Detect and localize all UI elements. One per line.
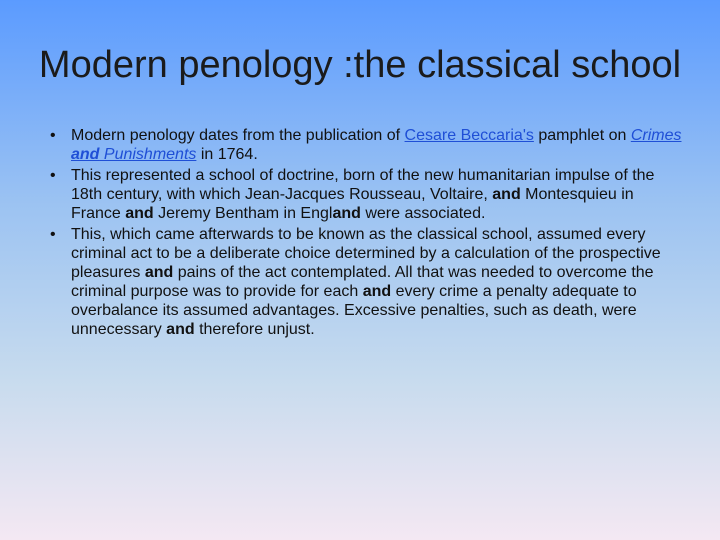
bullet-text: pains of the act contemplated. All that was needed to overcome the criminal purpose was to provide for each [71,264,654,300]
bullet-text: every crime a penalty adequate to overbalance its assumed advantages. Excessive penalties, such as death, were unnecessary [71,283,637,338]
bullet-icon: • [50,167,56,184]
bullet-text: This represented a school of doctrine, born of the new humanitarian impulse of the 18th century, with which Jean-Jacques Rousseau, Voltaire, [71,167,655,203]
bullet-text: Jeremy Bentham in Engl [153,205,333,222]
bullet-text: This, which came afterwards to be known as the classical school, assumed every criminal act to be a deliberate choice determined by a calculation of the prospective pleasures [71,226,661,281]
slide-title: Modern penology :the classical school [38,44,682,86]
bold-and: and [125,205,154,222]
bold-and: and [144,264,174,281]
bullet-text: therefore unjust. [194,321,315,338]
bold-and: and [492,186,521,203]
bold-and: and [362,283,392,300]
bold-and: and [332,205,361,222]
link-part-punishments[interactable]: Punishments [99,146,197,163]
bullet-text: pamphlet on [533,127,631,144]
link-cesare-beccaria[interactable]: Cesare Beccaria's [404,127,534,144]
bullet-item [50,225,682,339]
bullet-item [50,166,682,223]
bullet-text: Montesquieu in France [71,186,634,222]
bullet-text: Modern penology dates from the publication of [71,127,405,144]
bullet-icon: • [50,226,56,243]
bullet-item [50,126,682,164]
bullet-list [50,126,682,341]
link-part-crimes[interactable]: Crimes [630,127,682,144]
bullet-text: in 1764. [196,146,258,163]
bullet-icon: • [50,127,56,144]
bullet-text: were associated. [360,205,486,222]
link-part-and[interactable]: and [71,146,100,163]
bold-and: and [166,321,195,338]
